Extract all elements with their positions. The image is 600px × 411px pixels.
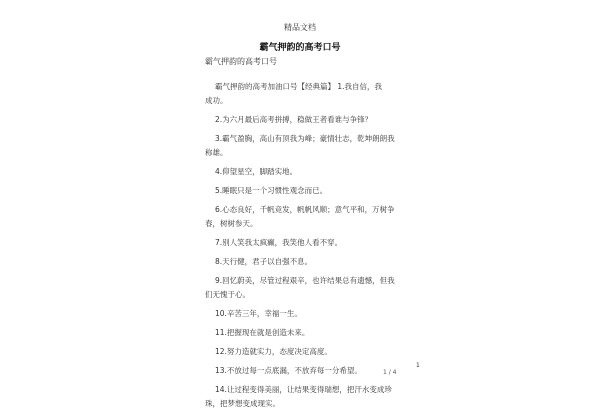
text-line: 3.霸气盈胸，高山有顶我为峰；豪情壮志，乾坤朗朗我 xyxy=(215,134,395,143)
text-line: 成功。 xyxy=(205,96,228,105)
text-line: 8.天行健，君子以自强不息。 xyxy=(215,257,313,266)
document-title: 霸气押韵的高考口号 xyxy=(259,43,341,53)
page-number: 1 / 4 xyxy=(383,369,397,376)
text-line: 14.让过程变得美丽，让结果变得瑞想，把汗水变成珍 xyxy=(215,385,392,394)
text-line: 11.把握现在就是创造未来。 xyxy=(215,328,310,337)
text-line: 6.心态良好，千帆竞发，帆帆风顺；意气平和，万树争 xyxy=(215,205,395,214)
page-header: 精品文档 xyxy=(284,23,316,32)
text-line: 们无愧于心。 xyxy=(205,290,250,299)
text-line: 9.回忆蔚美，尽管过程艰辛，也许结果总有遗憾，但我 xyxy=(215,276,395,285)
text-line: 13.不放过每一点底漏，不放弃每一分希望。 xyxy=(215,366,362,375)
page-mark: 1 xyxy=(416,362,420,369)
text-line: 珠，把梦想变成现实。 xyxy=(205,399,280,408)
text-line: 4.仰望星空，脚踏实地。 xyxy=(215,167,298,176)
text-line: 7.别人笑我太疯癫，我笑他人看不穿。 xyxy=(215,238,343,247)
text-line: 12.努力造就实力，态度决定高度。 xyxy=(215,347,332,356)
text-line: 10.辛苦三年，幸福一生。 xyxy=(215,309,302,318)
text-line: 霸气押韵的高考加油口号【经典篇】 1.我自信，我 xyxy=(215,82,383,91)
document-subtitle: 霸气押韵的高考口号 xyxy=(205,57,277,66)
text-line: 5.睡眠只是一个习惯性观念而已。 xyxy=(215,186,328,195)
text-line: 2.为六月最后高考拼搏，稳做王者看谁与争锋？ xyxy=(215,115,373,124)
text-line: 称雄。 xyxy=(205,148,228,157)
text-line: 春，树树参天。 xyxy=(205,219,258,228)
